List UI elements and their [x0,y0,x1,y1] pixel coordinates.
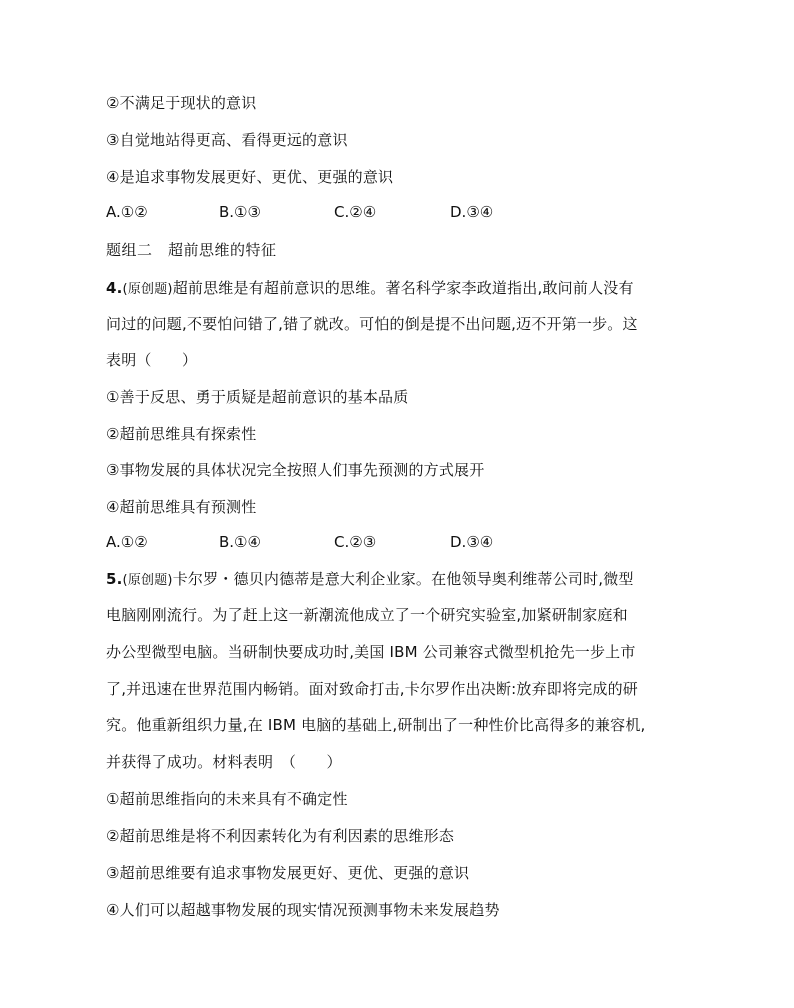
q5-stem-line-6: 并获得了成功。材料表明 （ ） [106,753,342,771]
q5-stem-line-5: 究。他重新组织力量,在 IBM 电脑的基础上,研制出了一种性价比高得多的兼容机, [106,716,646,734]
q3-option-4: ④是追求事物发展更好、更优、更强的意识 [106,168,394,186]
q4-option-1: ①善于反思、勇于质疑是超前意识的基本品质 [106,388,409,406]
q4-text-1: 超前思维是有超前意识的思维。著名科学家李政道指出,敢问前人没有 [172,279,634,297]
q3-choice-d: D.③④ [450,203,494,221]
section-title: 题组二 超前思维的特征 [106,241,277,259]
q3-choice-c: C.②④ [334,203,377,221]
q5-number: 5. [106,570,123,588]
q4-choice-a: A.①② [106,533,148,551]
q4-stem-line-3: 表明（ ） [106,351,198,369]
q5-option-1: ①超前思维指向的未来具有不确定性 [106,790,348,808]
q3-option-2: ②不满足于现状的意识 [106,94,257,112]
q4-option-2: ②超前思维具有探索性 [106,425,257,443]
q3-choice-b: B.①③ [219,203,261,221]
q5-stem-line-3: 办公型微型电脑。当研制快要成功时,美国 IBM 公司兼容式微型机抢先一步上市 [106,643,636,661]
q4-stem-line-1 [106,278,634,300]
q4-option-4: ④超前思维具有预测性 [106,498,257,516]
q4-number: 4. [106,279,123,297]
q5-text-1: 卡尔罗・德贝内德蒂是意大利企业家。在他领导奥利维蒂公司时,微型 [172,570,634,588]
q5-stem-line-4: 了,并迅速在世界范围内畅销。面对致命打击,卡尔罗作出决断:放弃即将完成的研 [106,680,638,698]
q5-stem-line-1 [106,569,634,591]
q4-option-3: ③事物发展的具体状况完全按照人们事先预测的方式展开 [106,461,485,479]
q4-choice-c: C.②③ [334,533,377,551]
q5-option-2: ②超前思维是将不利因素转化为有利因素的思维形态 [106,827,455,845]
q5-stem-line-2: 电脑刚刚流行。为了赶上这一新潮流他成立了一个研究实验室,加紧研制家庭和 [106,606,628,624]
q5-option-3: ③超前思维要有追求事物发展更好、更优、更强的意识 [106,864,470,882]
q3-choice-a: A.①② [106,203,148,221]
q5-source: (原创题) [122,573,173,588]
q5-option-4: ④人们可以超越事物发展的现实情况预测事物未来发展趋势 [106,901,500,919]
q3-option-3: ③自觉地站得更高、看得更远的意识 [106,131,348,149]
q4-choice-b: B.①④ [219,533,261,551]
q4-stem-line-2: 问过的问题,不要怕问错了,错了就改。可怕的倒是提不出问题,迈不开第一步。这 [106,315,638,333]
q4-choice-d: D.③④ [450,533,494,551]
q4-source: (原创题) [122,282,173,297]
